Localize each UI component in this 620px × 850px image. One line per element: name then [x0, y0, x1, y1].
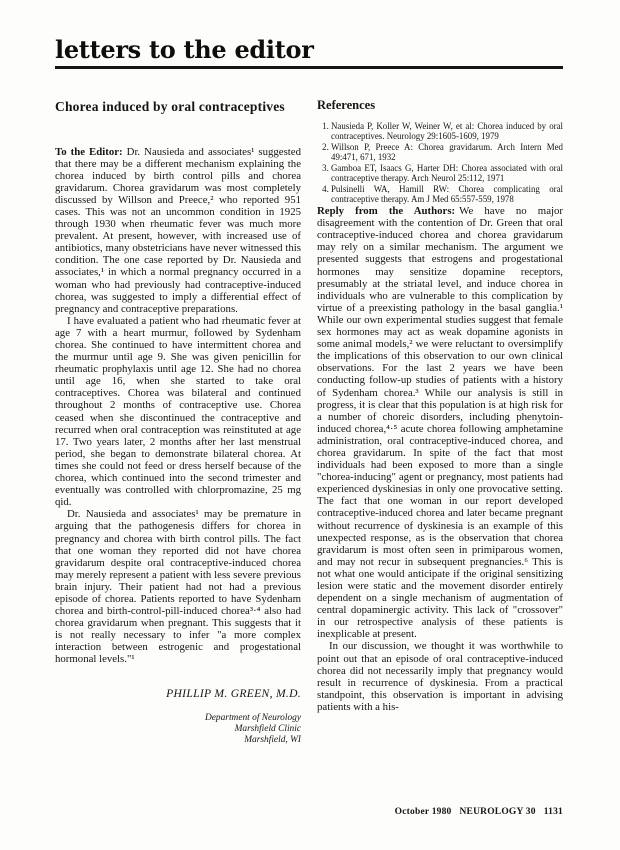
footer-page-number: 1131 — [543, 807, 563, 817]
reference-item: 2. Willson P, Preece A: Chorea gravidarum. Arch Intern Med 49:471, 671, 1932 — [331, 142, 563, 162]
affiliation-line: Marshfield, WI — [244, 734, 301, 745]
author-signature: PHILLIP M. GREEN, M.D. — [166, 686, 301, 700]
author-affiliation — [55, 713, 301, 746]
reply-column — [317, 99, 563, 746]
letter-paragraph: I have evaluated a patient who had rheumatic fever at age 7 with a heart murmur, followed by Sydenham chorea. She continued to have intermittent chorea and the murmur until age 9. She was given penicillin for rheumatic prophylaxis until age 12. She had no chorea until age 16, when she started to take oral contraceptives. Chorea was bilateral and continued throughout 2 months of contraceptive use. Chorea ceased when she discontinued the contraceptive and recurred when oral contraception was reinstituted at age 17. Two years later, 2 months after her last menstrual period, she began to demonstrate bilateral chorea. At times she could not feed or dress herself because of the chorea, which continued into the second trimester and eventually was controlled with chlorpromazine, 25 mg qid. — [55, 314, 301, 509]
reply-paragraph: In our discussion, we thought it was worthwhile to point out that an episode of oral contraceptive-induced chorea did not necessarily imply that pregnancy would result in recurrence of dyskinesia. From a practical standpoint, this observation is important in advising patients with a his- — [317, 640, 563, 713]
reference-item: 3. Gamboa ET, Isaacs G, Harter DH: Chorea associated with oral contraceptive therapy. Arch Neurol 25:112, 1971 — [331, 163, 563, 183]
reply-lead-in: Reply from the Authors: — [317, 205, 456, 218]
section-header: letters to the editor — [55, 35, 314, 64]
references-list — [317, 121, 563, 204]
two-column-body — [55, 99, 563, 746]
masthead — [55, 36, 563, 69]
header-rule — [55, 66, 563, 69]
reference-item: 1. Nausieda P, Koller W, Weiner W, et al: Chorea induced by oral contraceptives. Neurology 29:1605-1609, 1979 — [331, 121, 563, 141]
letter-title: Chorea induced by oral contraceptives — [55, 99, 285, 114]
page-footer — [395, 807, 563, 817]
affiliation-line: Marshfield Clinic — [234, 723, 301, 734]
reference-item: 4. Pulsinelli WA, Hamill RW: Chorea complicating oral contraceptive therapy. Am J Med 65:557-559, 1978 — [331, 184, 563, 204]
footer-journal: NEUROLOGY 30 — [459, 807, 536, 817]
letter-column — [55, 99, 301, 746]
paragraph-text: Dr. Nausieda and associates¹ suggested that there may be a different mechanism explaining the chorea induced by birth control pills and chorea gravidarum. Chorea gravidarum was most completely discussed by Willson and Preece,² who reported 951 cases. This was not an uncommon condition in 1925 through 1930 when rheumatic fever was much more prevalent. At present, however, with increased use of antibiotics, many obstetricians have never witnessed this condition. The one case reported by Dr. Nausieda and associates,¹ in which a normal pregnancy occurred in a woman who had previously had contraceptive-induced chorea, was suggested to imply a differential effect of pregnancy and contraceptive preparations. — [55, 145, 301, 315]
letter-paragraph: Dr. Nausieda and associates¹ may be premature in arguing that the pathogenesis differs for chorea in pregnancy and chorea with birth control pills. The fact that one woman they reported did not have chorea gravidarum despite oral contraceptive-induced chorea may merely represent a patient with less severe previous brain injury. Their patient had not had a previous episode of chorea. Patients reported to have Sydenham chorea and birth-control-pill-induced chorea³·⁴ also had chorea gravidarum when pregnant. This suggests that it is not really necessary to infer "a more complex interaction between estrogenic and progestational hormonal levels."¹ — [55, 508, 301, 666]
footer-issue: October 1980 — [394, 807, 452, 817]
references-heading: References — [317, 98, 376, 112]
salutation: To the Editor: — [55, 145, 123, 158]
paragraph-text: We have no major disagreement with the contention of Dr. Green that oral contraceptive-induced chorea and chorea gravidarum may rely on a similar mechanism. The argument we presented suggests that estrogens and progestational hormones may sensitize dopamine receptors, presumably at the striatal level, and induce chorea in individuals who are vulnerable to this complication by virtue of a preexisting pathology in the basal ganglia.¹ While our own experimental studies suggest that female sex hormones may act as weak dopamine agonists in some animal models,² we were reluctant to oversimplify the implications of this observation to our own clinical observations. For the last 2 years we have been conducting follow-up studies of patients with a history of Sydenham chorea.³ While our analysis is still in progress, it is clear that this population is at high risk for a number of choreic disorders, including phenytoin-induced chorea,⁴·⁵ acute chorea following amphetamine administration, oral contraceptive-induced chorea, and chorea gravidarum. In spite of the fact that most individuals had been exposed to more than a single "chorea-inducing" agent or pregnancy, most patients had experienced dyskinesias in only one provocative setting. The fact that one woman in our report developed contraceptive-induced chorea and later became pregnant without recurrence of dyskinesia is an example of this unexpected response, as is the observation that chorea gravidarum is most often seen in primiparous women, and may not recur in subsequent pregnancies.⁶ This is not what one would anticipate if the original sensitizing lesion were static and the movement disorder entirely dependent on a single mechanism of augmentation of central dopaminergic activity. This lack of "crossover" in our retrospective analysis of these patients is inexplicable at present. — [317, 205, 563, 641]
affiliation-line: Department of Neurology — [205, 712, 301, 723]
letter-paragraph — [55, 146, 301, 315]
reply-paragraph — [317, 205, 563, 640]
